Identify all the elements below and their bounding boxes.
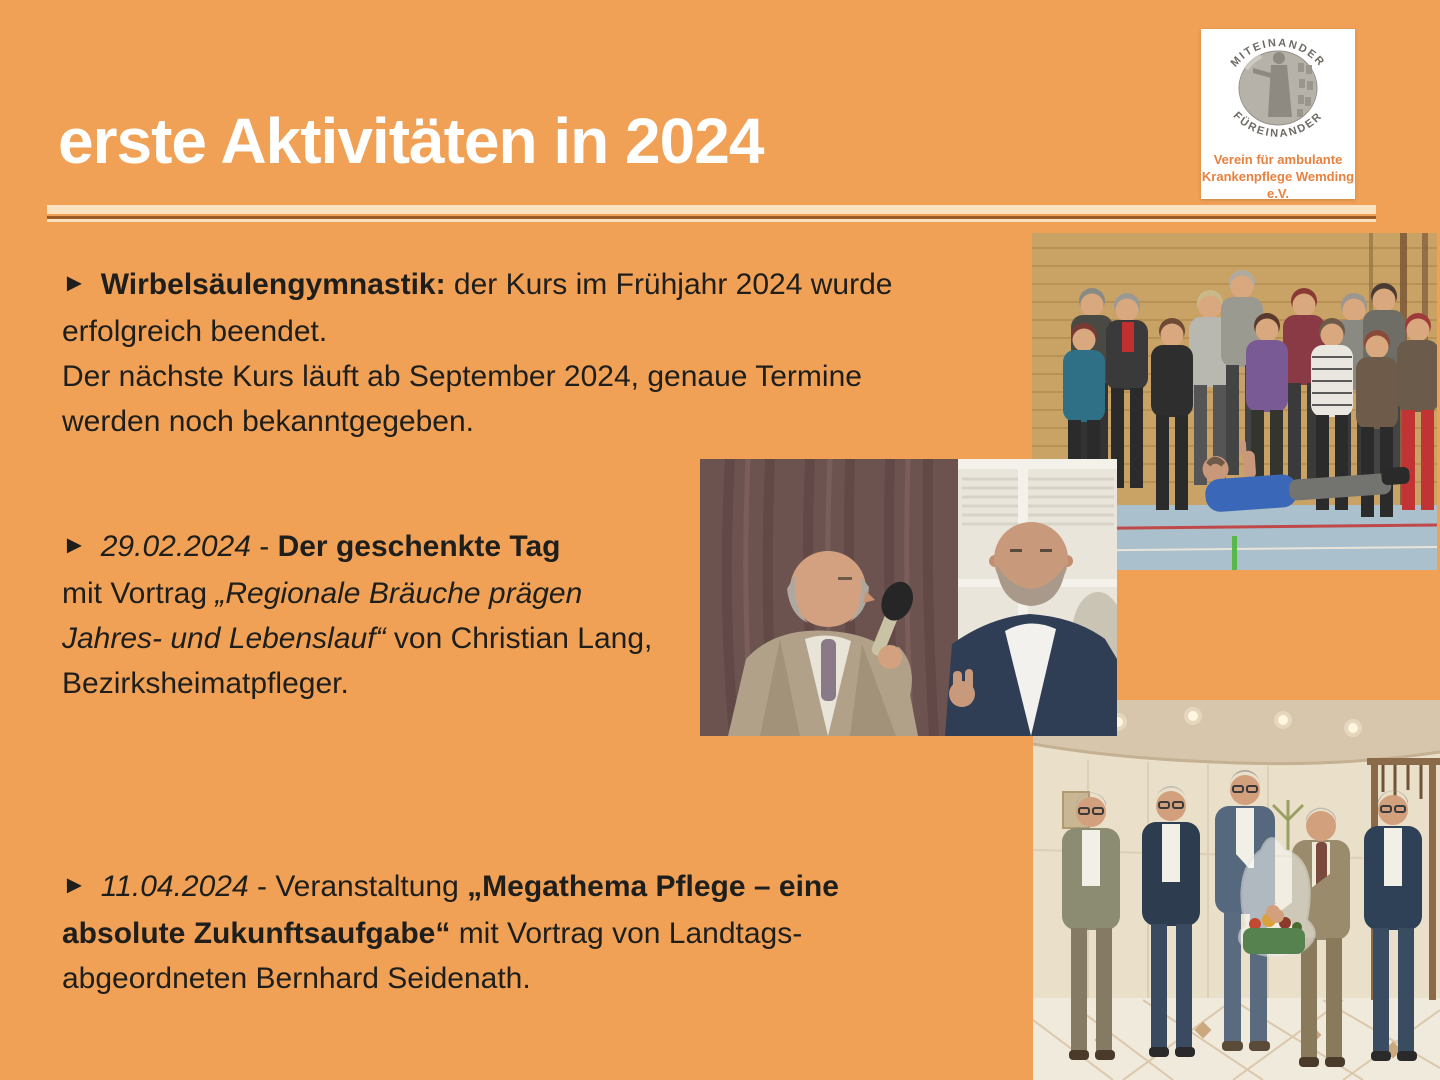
text-span: Jahres- und Lebenslauf“ [62,622,386,655]
textblock-geschenkter-tag [62,524,722,706]
text-span: absolute Zukunftsaufgabe“ [62,917,451,950]
text-line [62,354,992,399]
text-line [62,864,992,911]
text-line [62,262,992,309]
text-span: der Kurs im Frühjahr 2024 wurde [445,268,893,301]
text-span: 29.02.2024 [100,530,251,563]
text-span: werden noch bekanntgegeben. [62,405,475,438]
text-line [62,309,992,354]
text-span: - Veranstaltung [248,870,468,903]
text-line [62,571,722,616]
logo-arc-bottom-text: FÜREINANDER [1230,109,1326,140]
text-span: Der geschenkte Tag [277,530,561,563]
text-line [62,616,722,661]
textblock-megathema-pflege [62,864,992,1001]
medal-relief-icon [1201,29,1355,151]
text-span: - [250,530,278,563]
text-span: „Megathema Pflege – eine [467,870,839,903]
organization-name-line1: Verein für ambulante [1213,152,1343,167]
separator-thick-line [47,205,1376,214]
text-span: erfolgreich beendet. [62,315,328,348]
text-line [62,524,722,571]
text-line [62,956,992,1001]
bullet-arrow-icon: ► [62,531,87,559]
text-line [62,399,992,444]
separator-thin-light-line [47,219,1376,222]
organization-name [1201,151,1355,202]
text-span: mit Vortrag von Landtags- [450,917,803,950]
organization-name-line2: Krankenpflege Wemding e.V. [1201,169,1355,201]
title-separator [47,205,1376,223]
textblock-wirbelsaeulengymnastik [62,262,992,444]
text-span: Der nächste Kurs läuft ab September 2024, genaue Termine [62,360,862,393]
logo-arc-top-text: MITEINANDER [1228,37,1328,70]
bullet-arrow-icon: ► [62,871,87,899]
page-title: erste Aktivitäten in 2024 [58,105,764,177]
text-span: Wirbelsäulengymnastik: [100,268,446,301]
text-span: Bezirksheimatpfleger. [62,667,349,700]
photo-lecture-microphone [700,459,1117,736]
photo-gift-basket-event [1033,700,1440,1080]
text-span: mit Vortrag [62,577,216,610]
organization-logo [1201,29,1355,199]
text-span: von Christian Lang, [385,622,653,655]
bullet-arrow-icon: ► [62,269,87,297]
text-span: abgeordneten Bernhard Seidenath. [62,962,531,995]
text-line [62,911,992,956]
text-line [62,661,722,706]
text-span: 11.04.2024 [100,870,249,903]
text-span: „Regionale Bräuche prägen [215,577,583,610]
